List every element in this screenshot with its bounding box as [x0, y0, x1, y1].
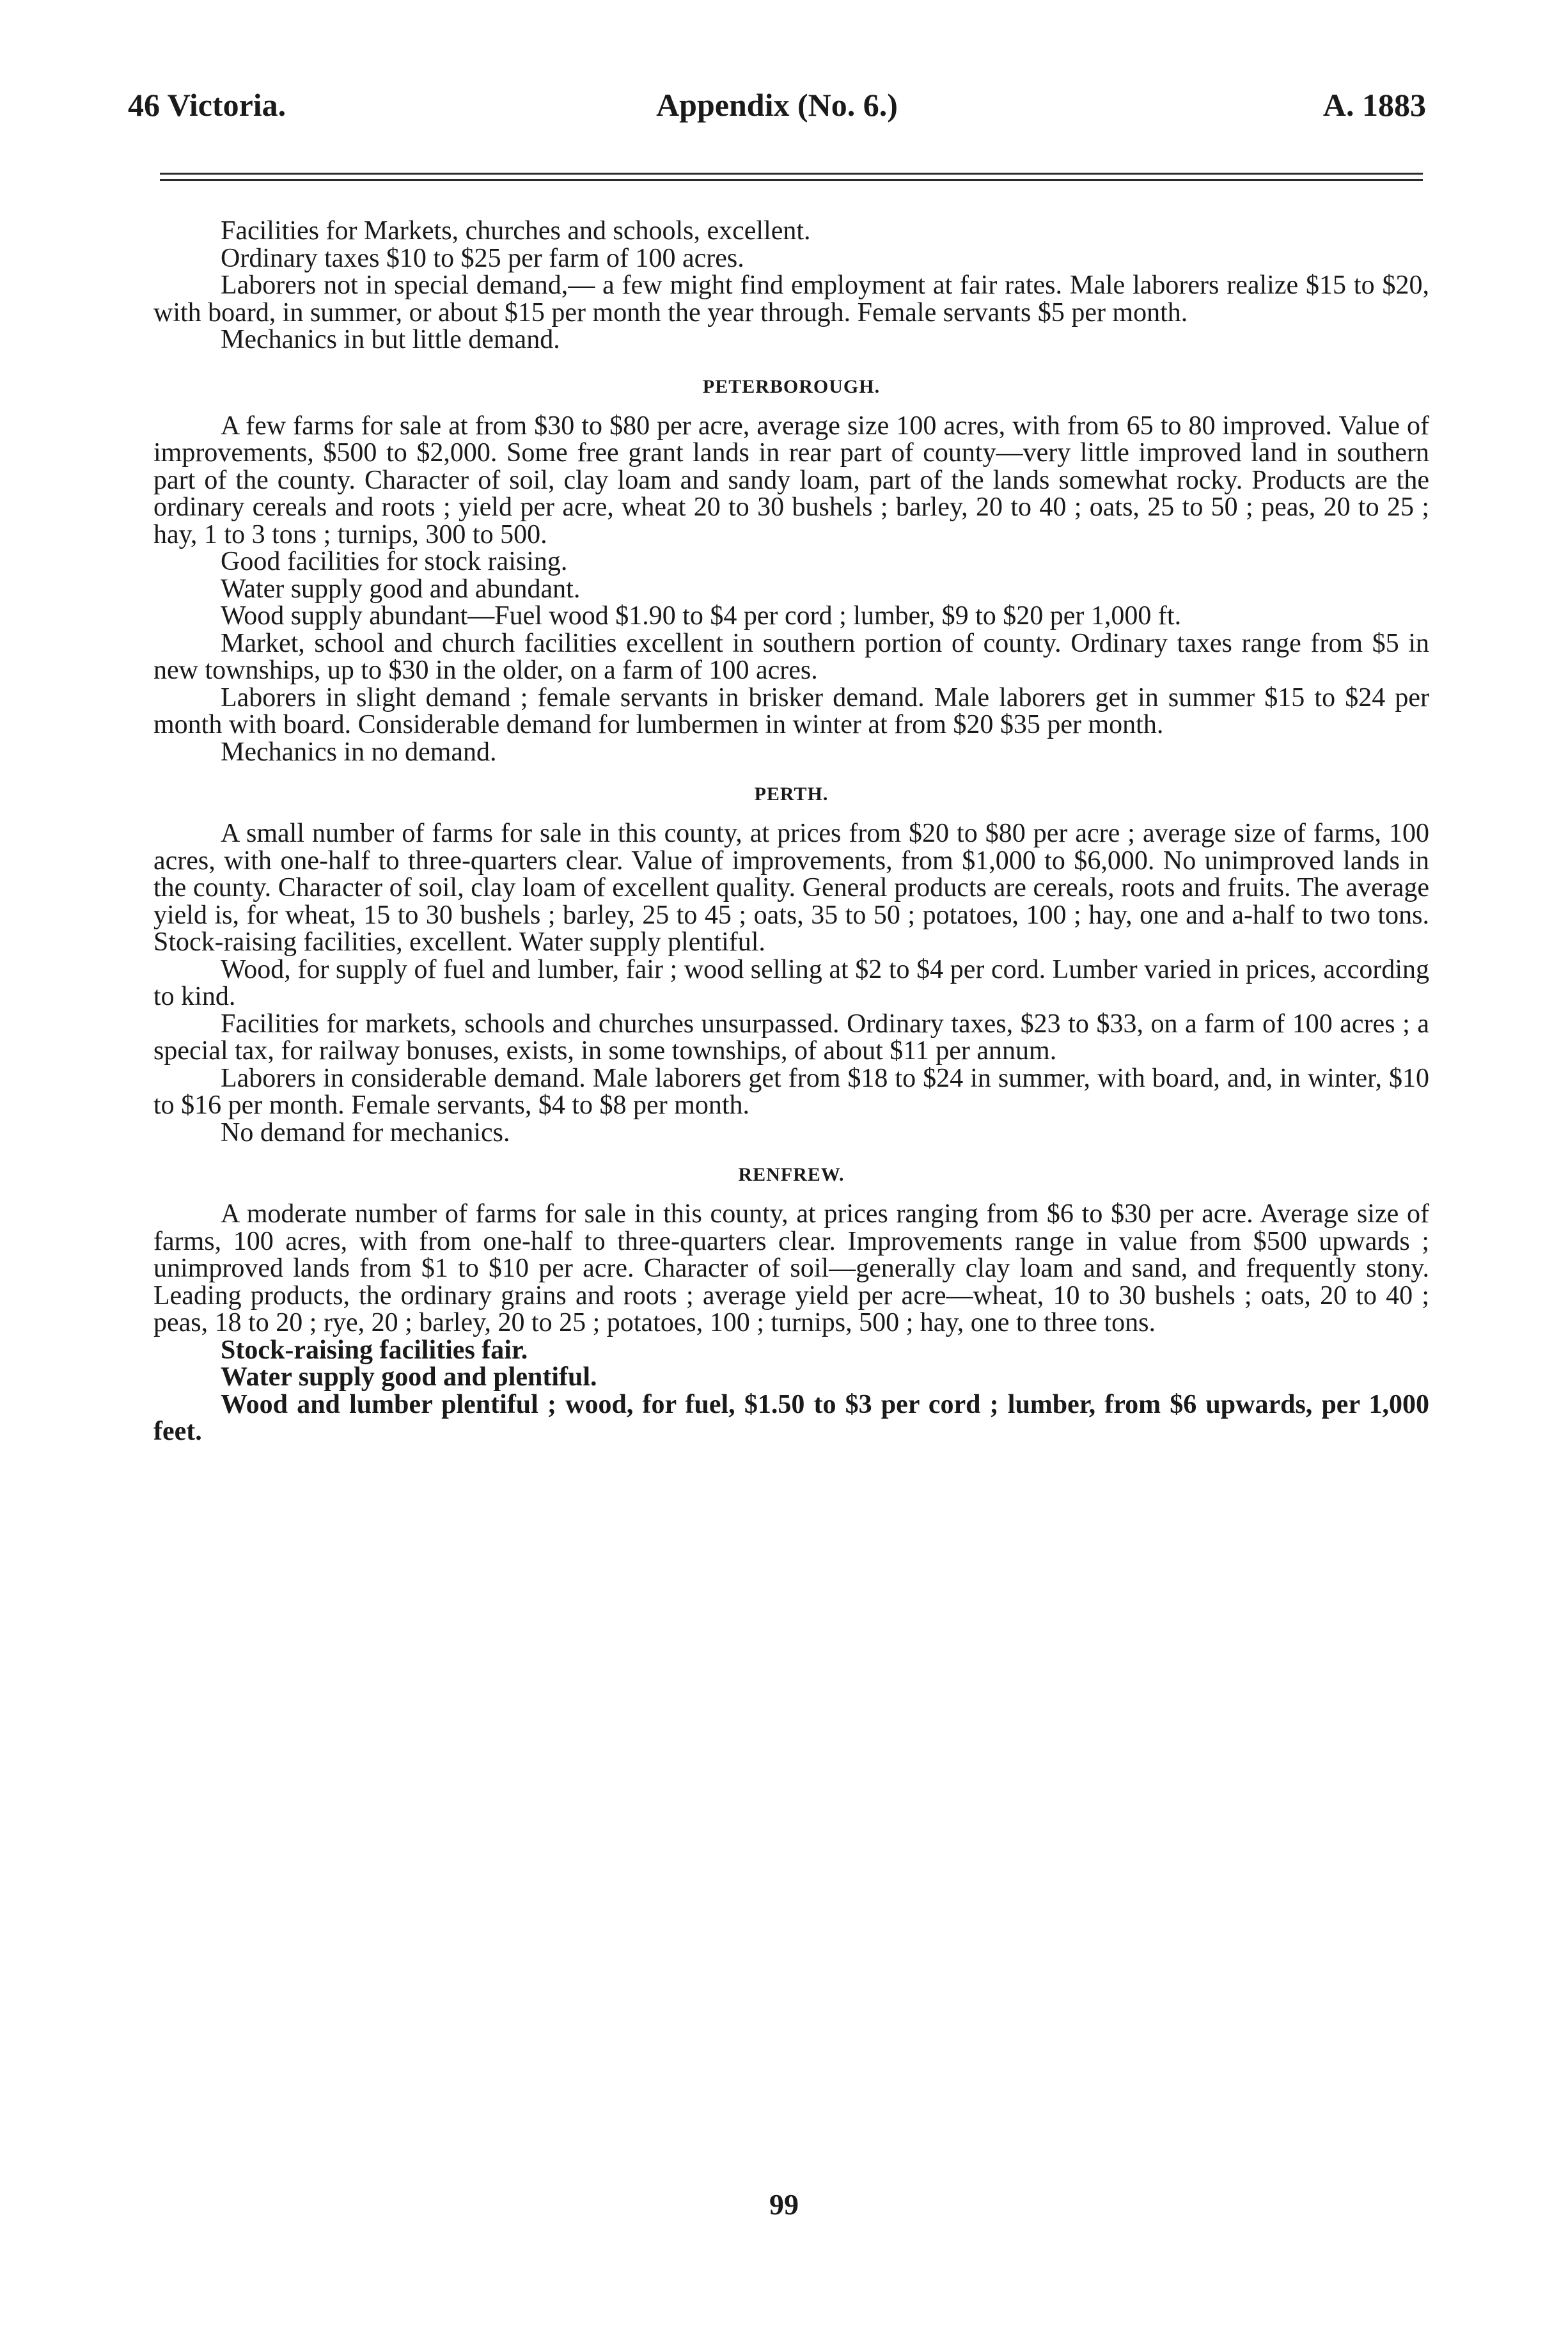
section-heading-perth: PERTH.: [754, 784, 829, 805]
intro-paragraph: Ordinary taxes $10 to $25 per farm of 100 acres.: [221, 243, 744, 273]
header-year: A. 1883: [1322, 87, 1426, 123]
peterborough-paragraph: Wood supply abundant—Fuel wood $1.90 to $4 per cord ; lumber, $9 to $20 per 1,000 ft.: [221, 601, 1182, 631]
renfrew-paragraph: Wood and lumber plentiful ; wood, for fuel, $1.50 to $3 per cord ; lumber, from $6 upwards, per 1,000 feet.: [153, 1389, 1429, 1446]
peterborough-paragraph: Mechanics in no demand.: [221, 737, 497, 767]
peterborough-paragraph: Good facilities for stock raising.: [221, 547, 568, 576]
perth-paragraph: Facilities for markets, schools and churches unsurpassed. Ordinary taxes, $23 to $33, on a farm of 100 acres ; a special tax, for railway bonuses, exists, in some townships, of about $11 per annum.: [153, 1009, 1429, 1066]
intro-paragraph: Facilities for Markets, churches and schools, excellent.: [221, 216, 811, 246]
peterborough-paragraph: A few farms for sale at from $30 to $80 per acre, average size 100 acres, with from 65 to 80 improved. Value of improvements, $500 to $2,000. Some free grant lands in rear part of county—very little improved land in southern part of the county. Character of soil, clay loam and sandy loam, part of the lands somewhat rocky. Products are the ordinary cereals and roots ; yield per acre, wheat 20 to 30 bushels ; barley, 20 to 40 ; oats, 25 to 50 ; peas, 20 to 25 ; hay, 1 to 3 tons ; turnips, 300 to 500.: [153, 411, 1429, 549]
header-rule-bottom: [160, 179, 1423, 181]
header-title: Appendix (No. 6.): [656, 87, 898, 123]
perth-paragraph: A small number of farms for sale in this county, at prices from $20 to $80 per acre ; average size of farms, 100 acres, with one-half to three-quarters clear. Value of improvements, from $1,000 to $6,000. No unimproved lands in the county. Character of soil, clay loam of excellent quality. General products are cereals, roots and fruits. The average yield is, for wheat, 15 to 30 bushels ; barley, 25 to 45 ; oats, 35 to 50 ; potatoes, 100 ; hay, one and a-half to two tons. Stock-raising facilities, excellent. Water supply plentiful.: [153, 819, 1429, 957]
section-heading-renfrew: RENFREW.: [738, 1164, 845, 1185]
section-heading-peterborough: PETERBOROUGH.: [702, 375, 881, 397]
perth-paragraph: No demand for mechanics.: [221, 1117, 510, 1147]
header-volume: 46 Victoria.: [128, 87, 286, 123]
running-head: [128, 86, 1426, 131]
peterborough-paragraph: Water supply good and abundant.: [221, 574, 581, 604]
perth-paragraph: Laborers in considerable demand. Male laborers get from $18 to $24 in summer, with board, and, in winter, $10 to $16 per month. Female servants, $4 to $8 per month.: [153, 1063, 1429, 1120]
renfrew-paragraph: Water supply good and plentiful.: [221, 1362, 597, 1392]
renfrew-paragraph: A moderate number of farms for sale in this county, at prices ranging from $6 to $30 per acre. Average size of farms, 100 acres, with from one-half to three-quarters clear. Improvements range in value from $500 upwards ; unimproved lands from $1 to $10 per acre. Character of soil—generally clay loam and sand, and frequently stony. Leading products, the ordinary grains and roots ; average yield per acre—wheat, 10 to 30 bushels ; oats, 20 to 40 ; peas, 18 to 20 ; rye, 20 ; barley, 20 to 25 ; potatoes, 100 ; turnips, 500 ; hay, one to three tons.: [153, 1199, 1429, 1337]
intro-paragraph: Mechanics in but little demand.: [221, 325, 560, 354]
header-rule-top: [160, 173, 1423, 175]
renfrew-paragraph: Stock-raising facilities fair.: [221, 1335, 528, 1365]
page-number: 99: [769, 2188, 799, 2221]
perth-paragraph: Wood, for supply of fuel and lumber, fair ; wood selling at $2 to $4 per cord. Lumber varied in prices, according to kind.: [153, 954, 1429, 1011]
peterborough-paragraph: Market, school and church facilities excellent in southern portion of county. Ordinary taxes range from $5 in new townships, up to $30 in the older, on a farm of 100 acres.: [153, 628, 1429, 685]
body-text: [153, 217, 1429, 1446]
intro-paragraph: Laborers not in special demand,— a few might find employment at fair rates. Male laborers realize $15 to $20, with board, in summer, or about $15 per month the year through. Female servants $5 per month.: [153, 271, 1429, 327]
peterborough-paragraph: Laborers in slight demand ; female servants in brisker demand. Male laborers get in summer $15 to $24 per month with board. Considerable demand for lumbermen in winter at from $20 $35 per month.: [153, 682, 1429, 739]
